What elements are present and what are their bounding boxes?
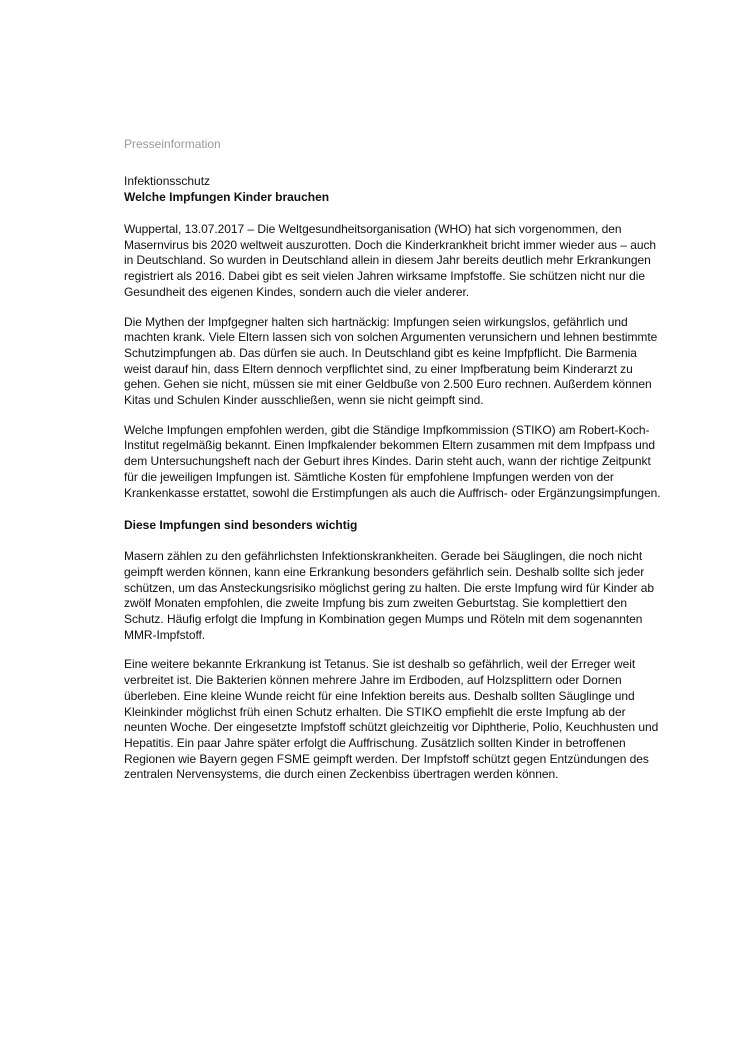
intro-paragraph-3: Welche Impfungen empfohlen werden, gibt die Ständige Impfkommission (STIKO) am Robert-Koch-Institut regelmäßig bekannt. Einen Impfkalender bekommen Eltern zusammen mit dem Impfpass und dem Untersuchungsheft nach der Geburt ihres Kindes. Darin steht auch, wann der richtige Zeitpunkt für die jeweiligen Impfungen ist. Sämtliche Kosten für empfohlene Impfungen werden von der Krankenkasse erstattet, sowohl die Erstimpfungen als auch die Auffrisch- oder Ergänzungsimpfungen. bbox=[124, 422, 661, 500]
topic-kicker: Infektionsschutz bbox=[124, 174, 211, 188]
section-paragraph-1: Masern zählen zu den gefährlichsten Infektionskrankheiten. Gerade bei Säuglingen, die noch nicht geimpft werden können, kann eine Erkrankung besonders gefährlich sein. Deshalb sollte sich jeder schützen, um das Ansteckungsrisiko möglichst gering zu halten. Die erste Impfung wird für Kinder ab zwölf Monaten empfohlen, die zweite Impfung bis zum zweiten Geburtstag. Sie komplettiert den Schutz. Häufig erfolgt die Impfung in Kombination gegen Mumps und Röteln mit dem sogenannten MMR-Impfstoff. bbox=[124, 549, 654, 642]
headline: Welche Impfungen Kinder brauchen bbox=[124, 190, 330, 204]
document-type-label: Presseinformation bbox=[124, 137, 221, 151]
press-release-page bbox=[124, 136, 664, 797]
section-paragraph-2: Eine weitere bekannte Erkrankung ist Tetanus. Sie ist deshalb so gefährlich, weil der Erreger weit verbreitet ist. Die Bakterien können mehrere Jahre im Erdboden, auf Holzsplittern oder Dornen überleben. Eine kleine Wunde reicht für eine Infektion bereits aus. Deshalb sollten Säuglinge und Kleinkinder möglichst früh einen Schutz erhalten. Die STIKO empfiehlt die erste Impfung ab der neunten Woche. Der eingesetzte Impfstoff schützt gleichzeitig vor Diphtherie, Polio, Keuchhusten und Hepatitis. Ein paar Jahre später erfolgt die Auffrischung. Zusätzlich sollten Kinder in betroffenen Regionen wie Bayern gegen FSME geimpft werden. Der Impfstoff schützt gegen Entzündungen des zentralen Nervensystems, die durch einen Zeckenbiss übertragen werden können. bbox=[124, 657, 659, 782]
intro-paragraph-1: Wuppertal, 13.07.2017 – Die Weltgesundheitsorganisation (WHO) hat sich vorgenommen, den Masernvirus bis 2020 weltweit auszurotten. Doch die Kinderkrankheit bricht immer wieder aus – auch in Deutschland. So wurden in Deutschland allein in diesem Jahr bereits deutlich mehr Erkrankungen registriert als 2016. Dabei gibt es seit vielen Jahren wirksame Impfstoffe. Sie schützen nicht nur die Gesundheit des eigenen Kindes, sondern auch die vieler anderer. bbox=[124, 222, 657, 299]
section-subheading: Diese Impfungen sind besonders wichtig bbox=[124, 518, 358, 533]
intro-paragraph-2: Die Mythen der Impfgegner halten sich hartnäckig: Impfungen seien wirkungslos, gefährlich und machten krank. Viele Eltern lassen sich von solchen Argumenten verunsichern und lehnen bestimmte Schutzimpfungen ab. Das dürfen sie auch. In Deutschland gibt es keine Impfpflicht. Die Barmenia weist darauf hin, dass Eltern dennoch verpflichtet sind, zu einer Impfberatung beim Kinderarzt zu gehen. Gehen sie nicht, müssen sie mit einer Geldbuße von 2.500 Euro rechnen. Außerdem können Kitas und Schulen Kinder ausschließen, wenn sie nicht geimpft sind. bbox=[124, 314, 658, 408]
